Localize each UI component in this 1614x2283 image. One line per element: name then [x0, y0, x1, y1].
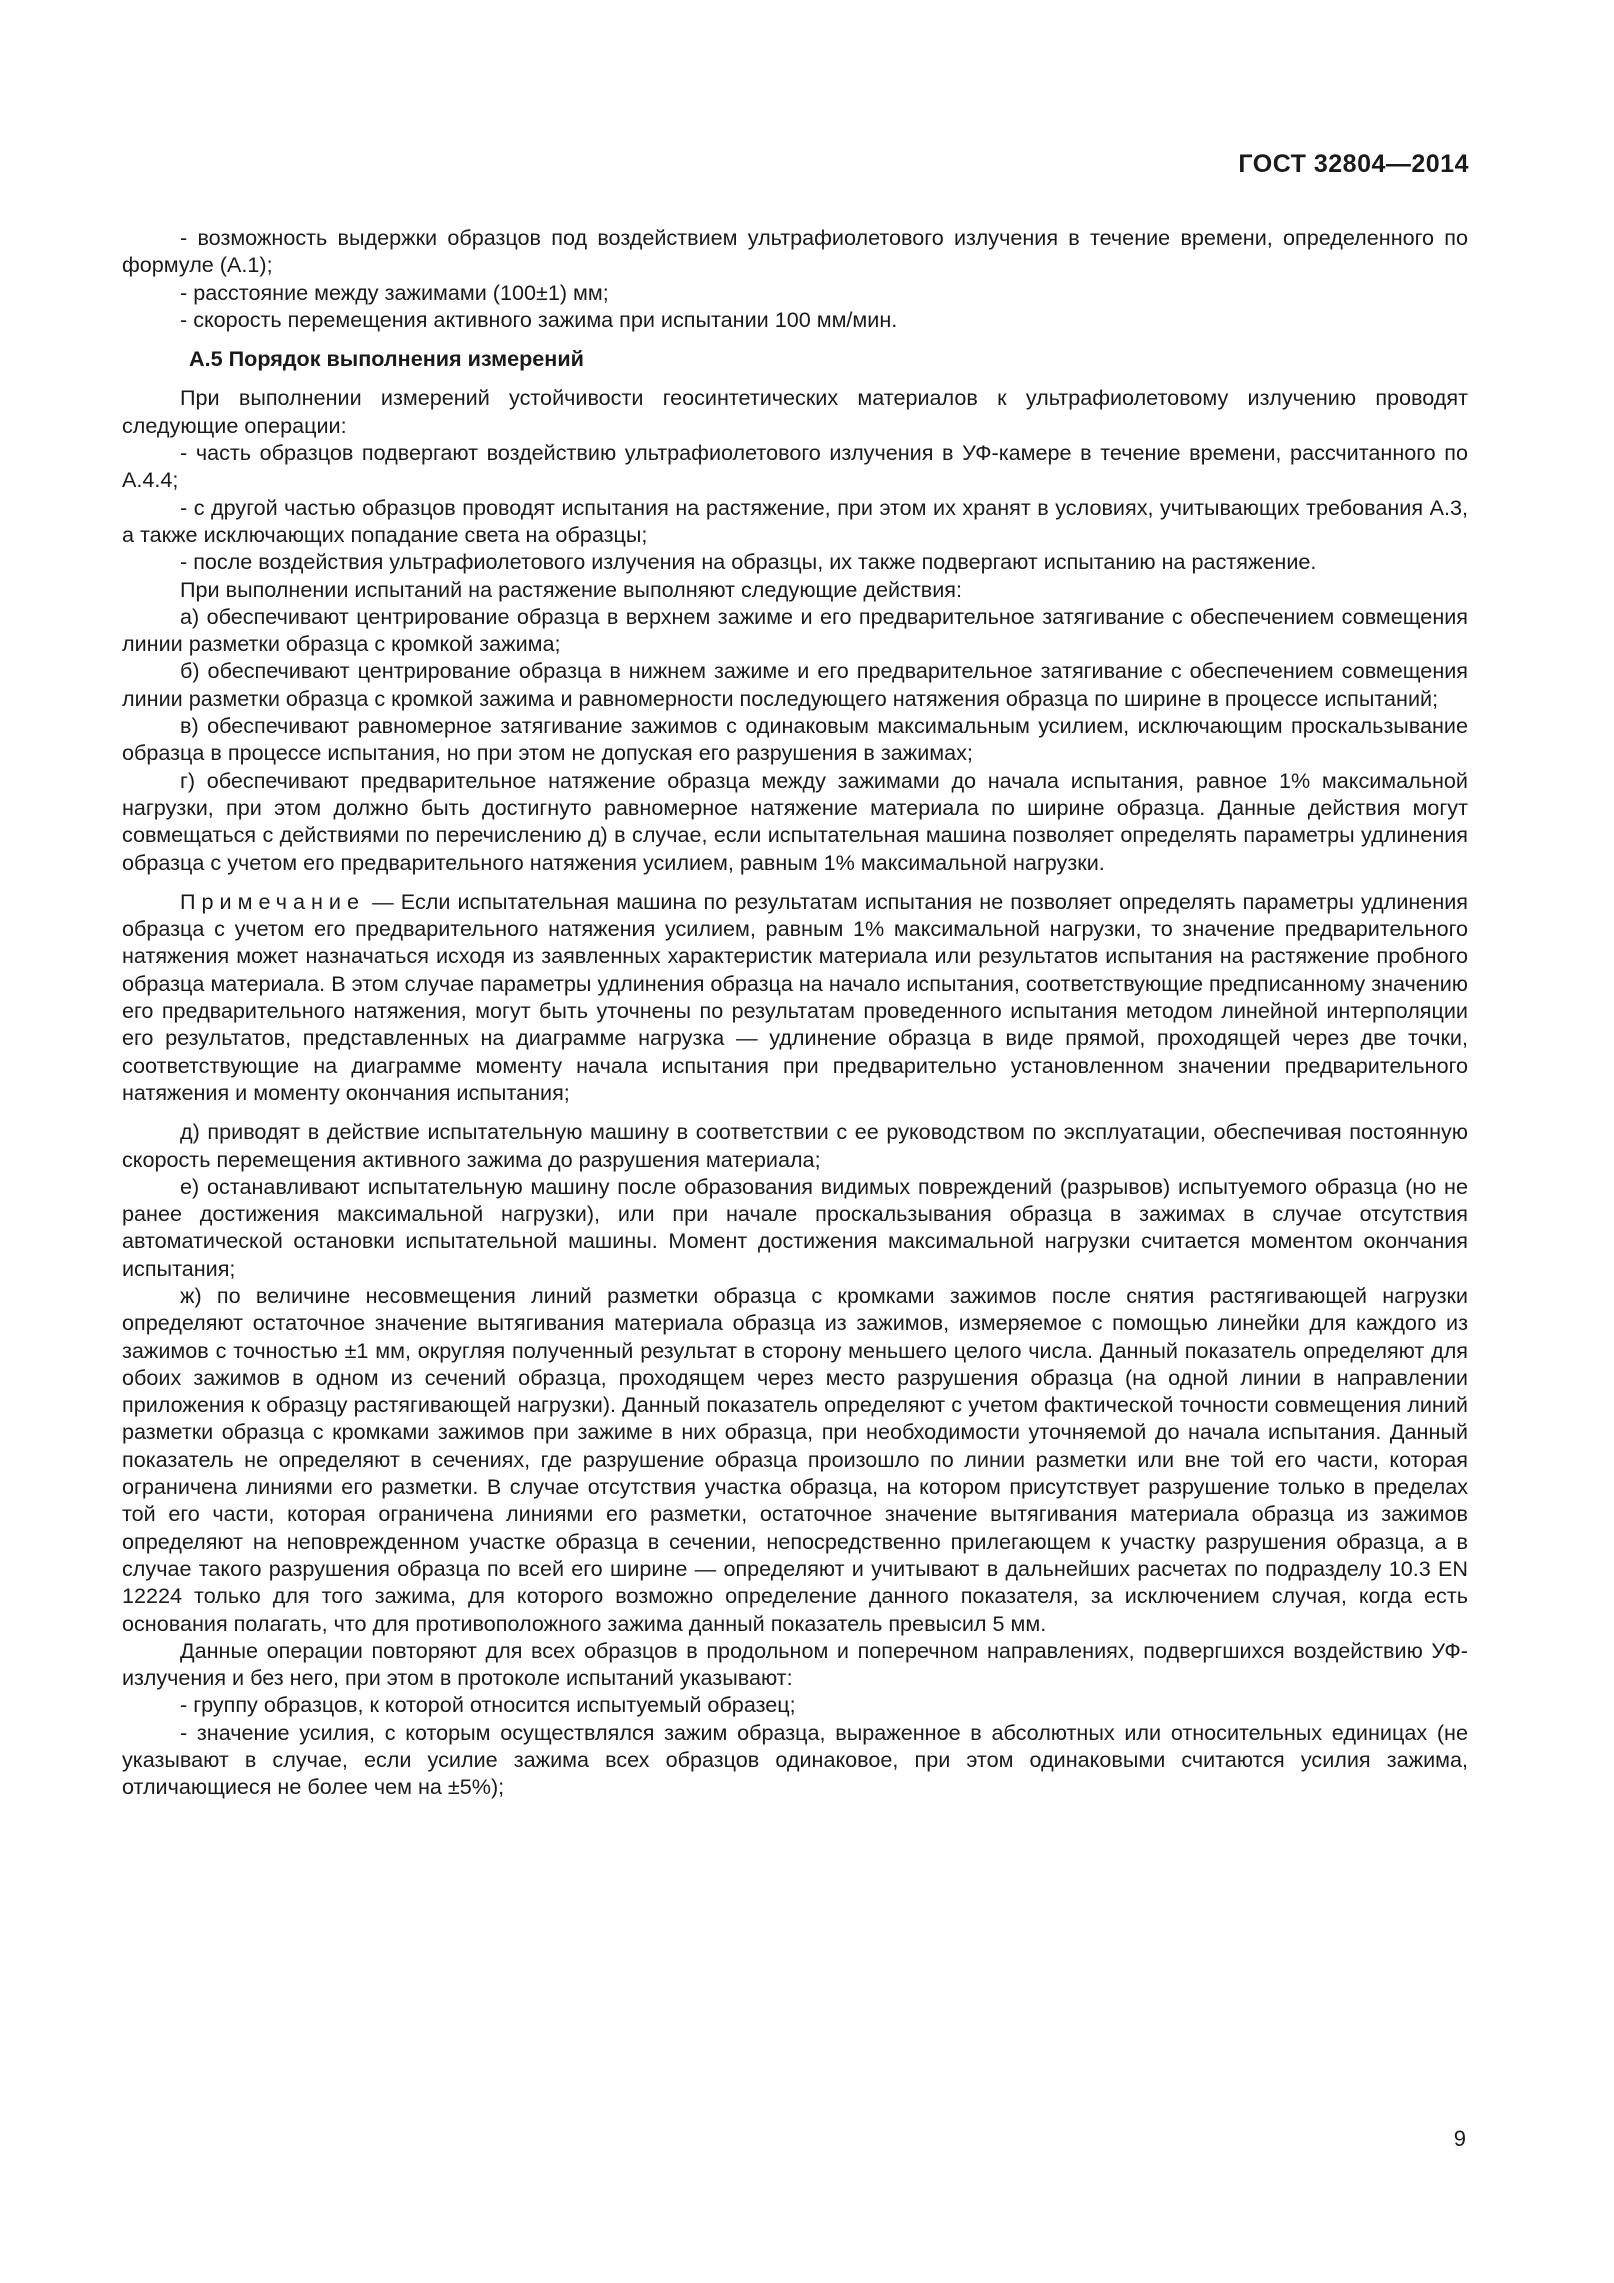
- report-item: - группу образцов, к которой относится испытуемый образец;: [180, 1692, 796, 1718]
- action-item-g: г) обеспечивают предварительное натяжение образца между зажимами до начала испытания, равное 1% максимальной нагрузки, при этом должно быть достигнуто равномерное натяжение материала по ширине образца. Данные действия могут совмещаться с действиями по перечислению д) в случае, если испытательная машина позволяет определять параметры удлинения образца с учетом его предварительного натяжения усилием, равным 1% максимальной нагрузки.: [122, 767, 1468, 875]
- note-paragraph: [122, 888, 1468, 1106]
- operation-item: - после воздействия ультрафиолетового излучения на образцы, их также подвергают испытанию на растяжение.: [180, 549, 1317, 575]
- operations-intro: При выполнении измерений устойчивости геосинтетических материалов к ультрафиолетовому излучению проводят следующие операции:: [122, 385, 1468, 438]
- intro-item: - возможность выдержки образцов под воздействием ультрафиолетового излучения в течение времени, определенного по формуле (А.1);: [122, 225, 1468, 278]
- report-item: - значение усилия, с которым осуществлялся зажим образца, выраженное в абсолютных или относительных единицах (не указывают в случае, если усилие зажима всех образцов одинаковое, при этом одинаковыми считаются усилия зажима, отличающиеся не более чем на ±5%);: [122, 1719, 1468, 1800]
- action-item-b: б) обеспечивают центрирование образца в нижнем зажиме и его предварительное затягивание с обеспечением совмещения линии разметки образца с кромкой зажима и равномерности последующего натяжения образца по ширине в процессе испытаний;: [122, 658, 1468, 711]
- page-number: 9: [1453, 2126, 1466, 2151]
- document-body: [122, 224, 1468, 1801]
- note-label: Примечание: [180, 888, 365, 914]
- document-code-header: ГОСТ 32804—2014: [1238, 150, 1469, 178]
- action-item-d: д) приводят в действие испытательную машину в соответствии с ее руководством по эксплуатации, обеспечивая постоянную скорость перемещения активного зажима до разрушения материала;: [122, 1119, 1468, 1172]
- action-item-a: а) обеспечивают центрирование образца в верхнем зажиме и его предварительное затягивание с обеспечением совмещения линии разметки образца с кромкой зажима;: [122, 603, 1468, 657]
- note-dash: —: [365, 888, 401, 914]
- action-item-e: е) останавливают испытательную машину после образования видимых повреждений (разрывов) испытуемого образца (но не ранее достижения максимальной нагрузки), или при начале проскальзывания образца в зажимах в случае отсутствия автоматической остановки испытательной машины. Момент достижения максимальной нагрузки считается моментом окончания испытания;: [122, 1173, 1468, 1281]
- intro-item: - расстояние между зажимами (100±1) мм;: [180, 279, 609, 305]
- intro-item: - скорость перемещения активного зажима при испытании 100 мм/мин.: [180, 306, 898, 332]
- operation-item: - с другой частью образцов проводят испытания на растяжение, при этом их хранят в условиях, учитывающих требования А.3, а также исключающих попадание света на образцы;: [122, 494, 1468, 547]
- operation-item: - часть образцов подвергают воздействию ультрафиолетового излучения в УФ-камере в течение времени, рассчитанного по А.4.4;: [122, 440, 1468, 493]
- repeat-intro: Данные операции повторяют для всех образцов в продольном и поперечном направлениях, подвергшихся воздействию УФ-излучения и без него, при этом в протоколе испытаний указывают:: [122, 1637, 1468, 1691]
- note-text: Если испытательная машина по результатам испытания не позволяет определять параметры удлинения образца с учетом его предварительного натяжения усилием, равным 1% максимальной нагрузки, то значение предварительного натяжения может назначаться исходя из заявленных характеристик материала или результатов испытания на растяжение пробного образца материала. В этом случае параметры удлинения образца на начало испытания, соответствующие предписанному значению его предварительного натяжения, могут быть уточнены по результатам проведенного испытания методом линейной интерполяции его результатов, представленных на диаграмме нагрузка — удлинение образца в виде прямой, проходящей через две точки, соответствующие на диаграмме моменту начала испытания при предварительно установленном значении предварительного натяжения и моменту окончания испытания;: [122, 888, 1468, 1105]
- actions-intro: При выполнении испытаний на растяжение выполняют следующие действия:: [180, 576, 962, 602]
- action-item-zh: ж) по величине несовмещения линий разметки образца с кромками зажимов после снятия растягивающей нагрузки определяют остаточное значение вытягивания материала образца из зажимов, измеряемое с помощью линейки для каждого из зажимов с точностью ±1 мм, округляя полученный результат в сторону меньшего целого числа. Данный показатель определяют для обоих зажимов в одном из сечений образца, проходящем через место разрушения образца (на одной линии в направлении приложения к образцу растягивающей нагрузки). Данный показатель определяют с учетом фактической точности совмещения линий разметки образца с кромками зажимов при зажиме в них образца, при необходимости уточняемой до начала испытания. Данный показатель не определяют в сечениях, где разрушение образца произошло по линии разметки или вне той его части, которая ограничена линиями его разметки. В случае отсутствия участка образца, на котором присутствует разрушение только в пределах той его части, которая ограничена линиями его разметки, остаточное значение вытягивания материала образца из зажимов определяют на неповрежденном участке образца в сечении, непосредственно прилегающем к участку разрушения образца, а в случае такого разрушения образца по всей его ширине — определяют и учитывают в дальнейших расчетах по подразделу 10.3 EN 12224 только для того зажима, для которого возможно определение данного показателя, за исключением случая, когда есть основания полагать, что для противоположного зажима данный показатель превысил 5 мм.: [122, 1282, 1468, 1636]
- action-item-v: в) обеспечивают равномерное затягивание зажимов с одинаковым максимальным усилием, исключающим проскальзывание образца в процессе испытания, но при этом не допуская его разрушения в зажимах;: [122, 713, 1468, 766]
- section-heading: А.5 Порядок выполнения измерений: [189, 346, 584, 372]
